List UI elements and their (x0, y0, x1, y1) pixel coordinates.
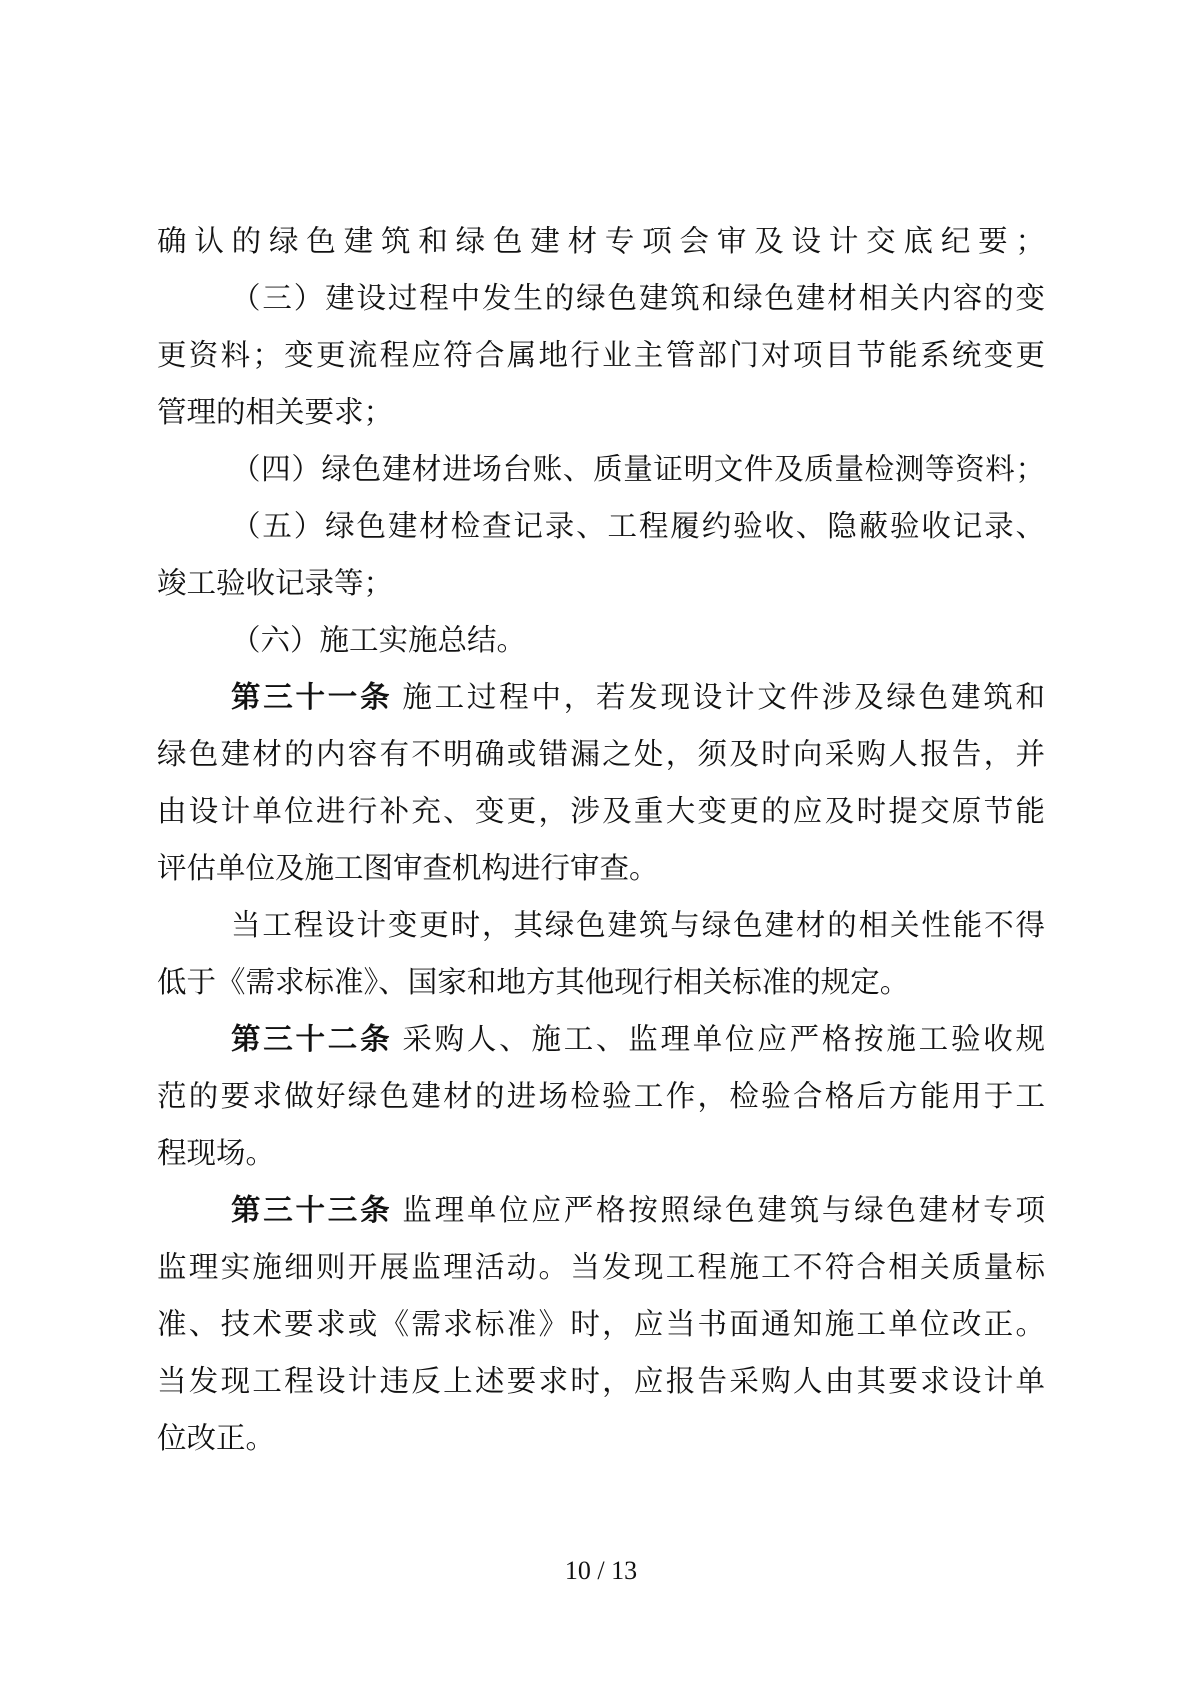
paragraph-line (157, 612, 1045, 669)
paragraph-line (157, 327, 1045, 384)
line-text: 管理的相关要求； (157, 395, 394, 429)
document-page (157, 0, 1045, 1684)
line-text: 由设计单位进行补充、变更，涉及重大变更的应及时提交原节能 (157, 794, 1045, 828)
paragraph-line (157, 1296, 1045, 1353)
paragraph-line (157, 1182, 1045, 1239)
line-text: 当工程设计变更时，其绿色建筑与绿色建材的相关性能不得 (231, 908, 1045, 942)
paragraph-line (157, 1068, 1045, 1125)
paragraph-line (157, 498, 1045, 555)
line-text: 范的要求做好绿色建材的进场检验工作，检验合格后方能用于工 (157, 1079, 1045, 1113)
paragraph-line (157, 1125, 1045, 1182)
article-number: 第三十三条 (231, 1193, 393, 1227)
line-text: 当发现工程设计违反上述要求时，应报告采购人由其要求设计单 (157, 1364, 1045, 1398)
paragraph-line (157, 669, 1045, 726)
line-text: 监理实施细则开展监理活动。当发现工程施工不符合相关质量标 (157, 1250, 1045, 1284)
line-text: （三）建设过程中发生的绿色建筑和绿色建材相关内容的变 (231, 281, 1045, 315)
paragraph-line (157, 441, 1045, 498)
line-text: 竣工验收记录等； (157, 566, 394, 600)
line-text: （四）绿色建材进场台账、质量证明文件及质量检测等资料； (231, 452, 1045, 486)
line-text: 确认的绿色建筑和绿色建材专项会审及设计交底纪要； (157, 224, 1045, 258)
paragraph-line (157, 1353, 1045, 1410)
line-text: 绿色建材的内容有不明确或错漏之处，须及时向采购人报告，并 (157, 737, 1045, 771)
article-number: 第三十二条 (231, 1022, 393, 1056)
line-text: 更资料；变更流程应符合属地行业主管部门对项目节能系统变更 (157, 338, 1045, 372)
line-text: 准、技术要求或《需求标准》时，应当书面通知施工单位改正。 (157, 1307, 1045, 1341)
line-text: 评估单位及施工图审查机构进行审查。 (157, 851, 659, 885)
paragraph-line (157, 1239, 1045, 1296)
paragraph-line (157, 840, 1045, 897)
paragraph-line (157, 783, 1045, 840)
line-text: （五）绿色建材检查记录、工程履约验收、隐蔽验收记录、 (231, 509, 1045, 543)
page-number: 10 / 13 (564, 1556, 638, 1585)
line-text: 监理单位应严格按照绿色建筑与绿色建材专项 (402, 1193, 1045, 1227)
paragraph-line (157, 384, 1045, 441)
line-text: （六）施工实施总结。 (231, 623, 527, 657)
article-number: 第三十一条 (231, 680, 393, 714)
line-text: 采购人、施工、监理单位应严格按施工验收规 (402, 1022, 1045, 1056)
paragraph-line (157, 270, 1045, 327)
line-text: 施工过程中，若发现设计文件涉及绿色建筑和 (402, 680, 1045, 714)
line-text: 程现场。 (157, 1136, 276, 1170)
paragraph-line (157, 954, 1045, 1011)
paragraph-line (157, 555, 1045, 612)
document-body (157, 213, 1045, 1467)
paragraph-line (157, 726, 1045, 783)
paragraph-line (157, 1410, 1045, 1467)
line-text: 位改正。 (157, 1421, 276, 1455)
paragraph-line (157, 897, 1045, 954)
line-text: 低于《需求标准》、国家和地方其他现行相关标准的规定。 (157, 965, 910, 999)
paragraph-line (157, 213, 1045, 270)
paragraph-line (157, 1011, 1045, 1068)
